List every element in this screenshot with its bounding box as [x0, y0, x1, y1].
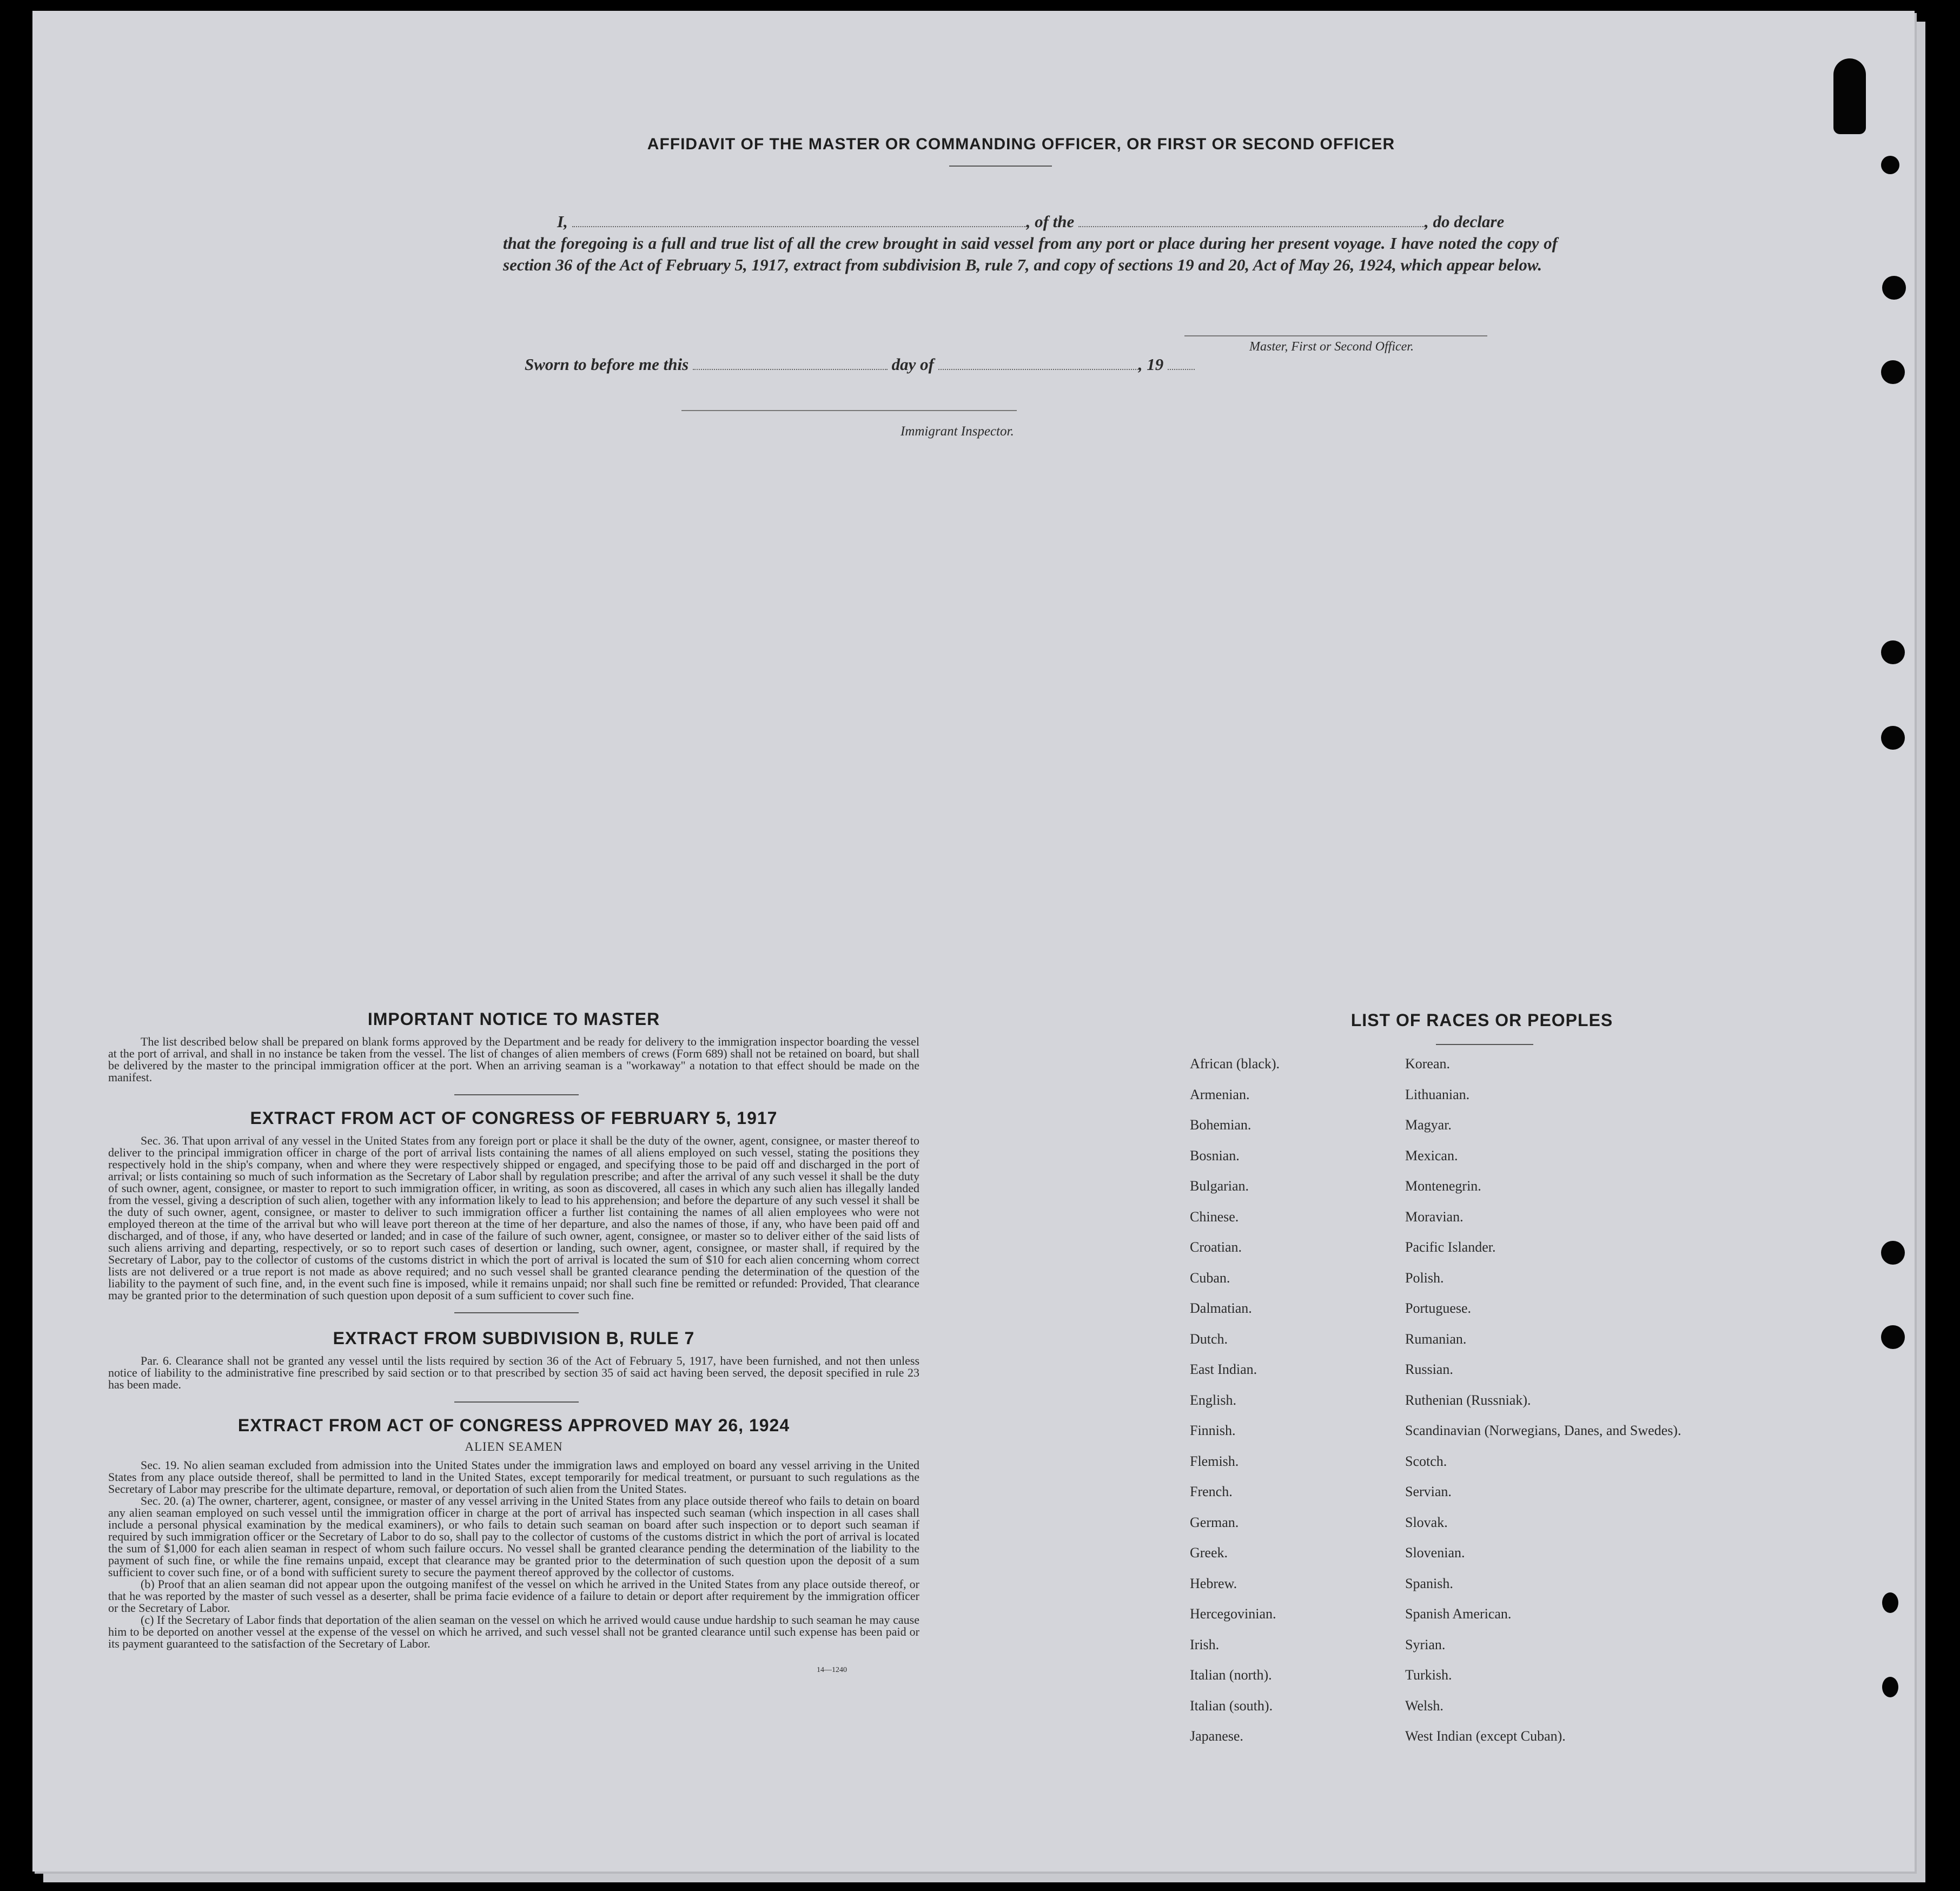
race-item: Montenegrin. [1405, 1178, 1481, 1194]
race-item: Hebrew. [1190, 1575, 1237, 1591]
race-item: Japanese. [1190, 1728, 1243, 1744]
affidavit-i-label: I, [557, 212, 568, 231]
day-blank-line[interactable] [693, 355, 888, 370]
extract1-title: EXTRACT FROM ACT OF CONGRESS OF FEBRUARY 5, 1917 [250, 1108, 778, 1128]
race-item: Syrian. [1405, 1636, 1446, 1652]
extract3-subtitle: ALIEN SEAMEN [465, 1440, 563, 1453]
race-item: Slovenian. [1405, 1545, 1465, 1561]
extract3-sec20a: Sec. 20. (a) The owner, charterer, agent, consignee, or master of any vessel arriving in the United States from any place outside thereof who fails to detain on board any alien seaman employed on such vessel until the immigration officer in charge at the port of arrival has inspected such seaman (which inspection in all cases shall include a personal physical examination by the medical examiners), or who fails to detain such seaman on board after such inspection or to deport such seaman if required by such immigration officer or the Secretary of Labor to do so, shall pay to the collector of customs of the customs district in which the port of arrival is located the sum of $1,000 for each alien seaman in respect of whom such failure occurs. No vessel shall be granted clearance pending the determination of the liability to the payment of such fine, or while the fine remains unpaid, except that clearance may be granted prior to the determination of such question upon the deposit of a sum sufficient to cover such fine, or of a bond with sufficient surety to secure the payment thereof approved by the collector of customs. [108, 1494, 919, 1579]
extract1-body: Sec. 36. That upon arrival of any vessel in the United States from any foreign port or place it shall be the duty of the owner, agent, consignee, or master thereof to deliver to the principal immigration officer in charge of the port of arrival lists containing the names of all aliens employed on such vessel, stating the positions they respectively hold in the ship's company, when and where they were respectively shipped or engaged, and specifying those to be paid off and discharged in the port of arrival; or lists containing so much of such information as the Secretary of Labor shall by regulation prescribe; and after the arrival of any such vessel it shall be the duty of such owner, agent, consignee, or master to report to such immigration officer, in writing, as soon as discovered, all cases in which any such alien has illegally landed from the vessel, giving a description of such alien, together with any information likely to lead to his apprehension; and before the departure of any such vessel it shall be the duty of such owner, agent, consignee, or master to deliver to such immigration officer a further list containing the names of all alien employees who were not employed thereon at the time of the arrival but who will leave port thereon at the time of her departure, and also the names of those, if any, who have been paid off and discharged, and of those, if any, who have deserted or landed; and in case of the failure of such owner, agent, consignee, or master so to deliver either of the said lists of such aliens arriving and departing, respectively, or so to report such cases of desertion or landing, such owner, agent, consignee, or master shall, if required by the Secretary of Labor, pay to the collector of customs of the customs district in which the port of arrival is located the sum of $10 for each alien concerning whom correct lists are not delivered or a true report is not made as above required; and no such vessel shall be granted clearance pending the determination of the question of the liability to the payment of such fine, and, in the event such fine is imposed, while it remains unpaid; nor shall such fine be remitted or refunded: Provided, That clearance may be granted prior to the determination of such question upon deposit of a sum sufficient to cover such fine. [108, 1134, 919, 1302]
race-item: Italian (north). [1190, 1667, 1272, 1683]
races-right-column [1405, 1056, 1681, 1759]
race-item: Dutch. [1190, 1331, 1228, 1347]
extract2-title: EXTRACT FROM SUBDIVISION B, RULE 7 [333, 1328, 695, 1348]
affidavit-title: AFFIDAVIT OF THE MASTER OR COMMANDING OFFICER, OR FIRST OR SECOND OFFICER [647, 135, 1395, 153]
extract3-sec19: Sec. 19. No alien seaman excluded from admission into the United States under the immigration laws and employed on board any vessel arriving in the United States from any place outside thereof, shall be permitted to land in the United States, except temporarily for medical treatment, or pursuant to such regulations as the Secretary of Labor may prescribe for the ultimate departure, removal, or deportation of such alien from the United States. [108, 1458, 919, 1496]
race-item: Korean. [1405, 1056, 1451, 1072]
race-item: Ruthenian (Russniak). [1405, 1392, 1531, 1408]
race-item: Scotch. [1405, 1453, 1447, 1469]
extract3-sec20b: (b) Proof that an alien seaman did not appear upon the outgoing manifest of the vessel on which he arrived in the United States from any place outside thereof, or that he was reported by the master of such vessel as a deserter, shall be prima facie evidence of a failure to detain or deport after requirement by the immigration officer or the Secretary of Labor. [108, 1577, 919, 1615]
race-item: African (black). [1190, 1056, 1280, 1072]
binder-hole [1882, 1677, 1898, 1697]
race-item: Mexican. [1405, 1147, 1458, 1163]
extract2-body: Par. 6. Clearance shall not be granted any vessel until the lists required by section 36 of the Act of February 5, 1917, have been furnished, and not then unless notice of liability to the administrative fine prescribed by said section or to that prescribed by section 35 of said act having been served, the deposit specified in rule 23 has been made. [108, 1354, 919, 1391]
divider [454, 1312, 579, 1313]
divider [454, 1401, 579, 1403]
race-item: Finnish. [1190, 1423, 1236, 1438]
race-item: Spanish. [1405, 1575, 1453, 1591]
divider [1436, 1044, 1533, 1045]
race-item: Russian. [1405, 1361, 1453, 1377]
affidavit-body: that the foregoing is a full and true list of all the crew brought in said vessel from any port or place during her present voyage. I have noted the copy of section 36 of the Act of February 5, 1917, extract from subdivision B, rule 7, and copy of sections 19 and 20, Act of May 26, 1924, which appear below. [503, 234, 1558, 274]
race-item: Bulgarian. [1190, 1178, 1249, 1194]
race-item: Scandinavian (Norwegians, Danes, and Swedes). [1405, 1423, 1681, 1438]
race-item: Moravian. [1405, 1208, 1464, 1225]
race-item: Dalmatian. [1190, 1300, 1252, 1316]
divider [454, 1094, 579, 1095]
notice-section [108, 1009, 919, 1675]
binder-hole [1881, 1325, 1905, 1349]
name-blank-line[interactable] [572, 212, 1027, 227]
race-item: Bosnian. [1190, 1147, 1240, 1163]
binder-hole [1881, 156, 1899, 174]
races-left-column [1190, 1056, 1280, 1759]
inspector-label: Immigrant Inspector. [900, 424, 1014, 439]
race-item: East Indian. [1190, 1361, 1257, 1377]
of-the-label: , of the [1026, 212, 1075, 231]
divider [949, 166, 1052, 167]
notice-title: IMPORTANT NOTICE TO MASTER [367, 1009, 660, 1029]
master-signature-line[interactable] [1184, 335, 1487, 336]
binder-hole [1882, 276, 1906, 300]
notice-body: The list described below shall be prepared on blank forms approved by the Department and be ready for delivery to the immigration inspector boarding the vessel at the port of arrival, and shall in no instance be taken from the vessel. The list of changes of alien members of crews (Form 689) shall not be retained on board, but shall be delivered by the master to the principal immigration officer at the port. When an arriving seaman is a "workaway" a notation to that effect should be made on the manifest. [108, 1035, 919, 1084]
affidavit-declaration [503, 211, 1558, 276]
sworn-label: Sworn to before me this [525, 355, 689, 374]
race-item: Hercegovinian. [1190, 1606, 1276, 1622]
race-item: Italian (south). [1190, 1697, 1273, 1714]
form-number: 14—1240 [817, 1666, 847, 1674]
year-label: , 19 [1138, 355, 1164, 374]
race-item: Irish. [1190, 1636, 1220, 1652]
race-item: Chinese. [1190, 1208, 1239, 1225]
races-title: LIST OF RACES OR PEOPLES [1350, 1010, 1613, 1030]
race-item: Cuban. [1190, 1270, 1230, 1286]
race-item: Lithuanian. [1405, 1086, 1470, 1102]
race-item: Portuguese. [1405, 1300, 1472, 1316]
race-item: Polish. [1405, 1270, 1444, 1286]
race-item: Flemish. [1190, 1453, 1239, 1469]
extract3-sec20c: (c) If the Secretary of Labor finds that deportation of the alien seaman on the vessel on which he arrived would cause undue hardship to such seaman he may cause him to be deported on another vessel at the expense of the vessel on which he arrived, and such vessel shall not be granted clearance until such expense has been paid or its payment guaranteed to the satisfaction of the Secretary of Labor. [108, 1613, 919, 1650]
binder-hole [1881, 726, 1905, 750]
race-item: Turkish. [1405, 1667, 1452, 1683]
extract3-title: EXTRACT FROM ACT OF CONGRESS APPROVED MAY 26, 1924 [237, 1416, 790, 1435]
inspector-signature-line[interactable] [681, 410, 1017, 411]
vessel-blank-line[interactable] [1078, 212, 1425, 227]
race-item: Servian. [1405, 1484, 1452, 1499]
race-item: Welsh. [1405, 1697, 1443, 1714]
year-blank-line[interactable] [1168, 355, 1195, 370]
race-item: Rumanian. [1405, 1331, 1467, 1347]
race-item: Pacific Islander. [1405, 1239, 1496, 1255]
race-item: English. [1190, 1392, 1236, 1408]
race-item: Croatian. [1190, 1239, 1242, 1255]
binder-hole [1881, 360, 1905, 384]
race-item: German. [1190, 1514, 1239, 1530]
race-item: Greek. [1190, 1545, 1228, 1561]
binder-hole [1881, 1241, 1905, 1265]
race-item: Bohemian. [1190, 1117, 1252, 1133]
binder-hole [1882, 1592, 1898, 1613]
binder-hole [1881, 640, 1905, 664]
do-declare-label: , do declare [1425, 212, 1505, 231]
race-item: Magyar. [1405, 1117, 1452, 1133]
sworn-line [525, 355, 1195, 374]
race-item: West Indian (except Cuban). [1405, 1728, 1566, 1744]
race-item: Spanish American. [1405, 1606, 1512, 1622]
master-signature-label: Master, First or Second Officer. [1249, 340, 1414, 354]
binder-clip [1833, 58, 1866, 134]
race-item: French. [1190, 1484, 1233, 1499]
month-blank-line[interactable] [938, 355, 1138, 370]
race-item: Armenian. [1190, 1086, 1250, 1102]
race-item: Slovak. [1405, 1514, 1448, 1530]
day-of-label: day of [891, 355, 934, 374]
document-page [32, 11, 1915, 1872]
